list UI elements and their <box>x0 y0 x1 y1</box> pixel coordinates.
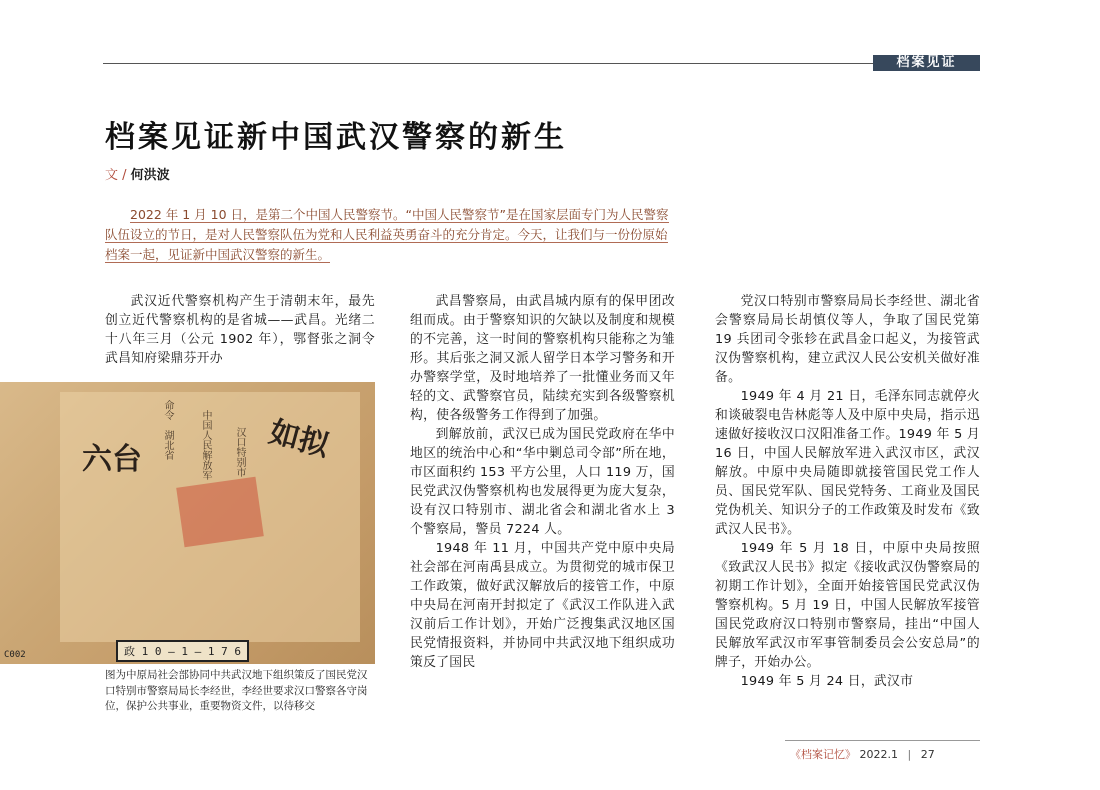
red-seal <box>176 477 264 548</box>
paragraph: 1949 年 5 月 18 日，中原中央局按照《致武汉人民书》拟定《接收武汉伪警察局的初期工作计划》，全面开始接管国民党武汉伪警察机构。5 月 19 日，中国人民解放军接管国民党政府汉口特别市警察局，挂出“中国人民解放军武汉市军事管制委员会公安总局”的牌子，开始办公。 <box>715 541 980 670</box>
magazine-name: 《档案记忆》 <box>790 748 856 761</box>
article-title: 档案见证新中国武汉警察的新生 <box>105 120 567 155</box>
author-name: 何洪波 <box>130 168 170 183</box>
column-2 <box>410 292 675 672</box>
paragraph: 党汉口特别市警察局局长李经世、湖北省会警察局局长胡慎仪等人，争取了国民党第 19 兵团司令张轸在武昌金口起义，为接管武汉伪警察机构，建立武汉人民公安机关做好准备。 <box>715 294 980 385</box>
paragraph: 1949 年 5 月 24 日，武汉市 <box>740 674 914 689</box>
paragraph: 武汉近代警察机构产生于清朝末年，最先创立近代警察机构的是省城——武昌。光绪二十八年三月（公元 1902 年），鄂督张之洞令武昌知府梁鼎芬开办 <box>105 294 375 366</box>
header-rule <box>103 63 980 64</box>
handwritten-lines: 汉口特别市 <box>234 427 245 477</box>
paragraph: 1948 年 11 月，中国共产党中原中央局社会部在河南禹县成立。为贯彻党的城市保卫工作政策，做好武汉解放后的接管工作，中原中央局在河南开封拟定了《武汉工作队进入武汉前后工作计划》，开始广泛搜集武汉地区国民党情报资料，并协同中共武汉地下组织成功策反了国民 <box>410 541 675 670</box>
handwritten-lines: 中国人民解放军 <box>200 410 211 480</box>
author-label: 文 / <box>105 168 127 183</box>
footer-separator: | <box>907 748 912 761</box>
archive-number-stamp: 政 1 0 — 1 — 1 7 6 <box>116 640 249 662</box>
page-number: 27 <box>920 748 935 761</box>
issue-number: 2022.1 <box>859 748 898 761</box>
paragraph: 1949 年 4 月 21 日，毛泽东同志就停火和谈破裂电告林彪等人及中原中央局，指示迅速做好接收汉口汉阳准备工作。1949 年 5 月 16 日，中国人民解放军进入武汉市区，武汉解放。中原中央局随即就接管国民党工作人员、国民党军队、国民党特务、工商业及国民党伪机关、知识分子的工作政策及时发布《致武汉人民书》。 <box>715 389 980 537</box>
paragraph: 到解放前，武汉已成为国民党政府在华中地区的统治中心和“华中剿总司令部”所在地，市区面积约 153 平方公里，人口 119 万，国民党武汉伪警察机构也发展得更为庞大复杂，设有汉口特别市、湖北省会和湖北省水上 3 个警察局，警员 7224 人。 <box>410 427 675 537</box>
page-footer <box>790 746 935 762</box>
paragraph: 武昌警察局，由武昌城内原有的保甲团改组而成。由于警察知识的欠缺以及制度和规模的不完善，这一时间的警察机构只能称之为雏形。其后张之洞又派人留学日本学习警务和开办警察学堂，及时地培养了一批懂业务而又年轻的文、武警察官员，陆续充实到各级警察机构，使各级警务工作得到了加强。 <box>410 294 675 423</box>
photo-code: C002 <box>4 650 26 660</box>
byline <box>105 164 170 183</box>
column-1 <box>105 292 375 368</box>
handwriting-mark: 六台 <box>82 442 142 477</box>
archive-document-photo <box>0 382 375 664</box>
handwritten-lines: 命令 湖北省 <box>162 400 173 460</box>
column-3 <box>715 292 980 691</box>
photo-caption: 图为中原局社会部协同中共武汉地下组织策反了国民党汉口特别市警察局局长李经世，李经世要求汉口警察各守岗位，保护公共事业，重要物资文件，以待移交 <box>105 669 368 712</box>
footer-rule <box>785 740 980 741</box>
intro-paragraph <box>105 205 673 265</box>
handwriting-mark: 如拟 <box>265 414 333 465</box>
section-tag: 档案见证 <box>873 55 980 71</box>
intro-text: 2022 年 1 月 10 日，是第二个中国人民警察节。“中国人民警察节”是在国家层面专门为人民警察队伍设立的节日，是对人民警察队伍为党和人民利益英勇奋斗的充分肯定。今天，让我们与一份份原始档案一起，见证新中国武汉警察的新生。 <box>105 207 669 262</box>
